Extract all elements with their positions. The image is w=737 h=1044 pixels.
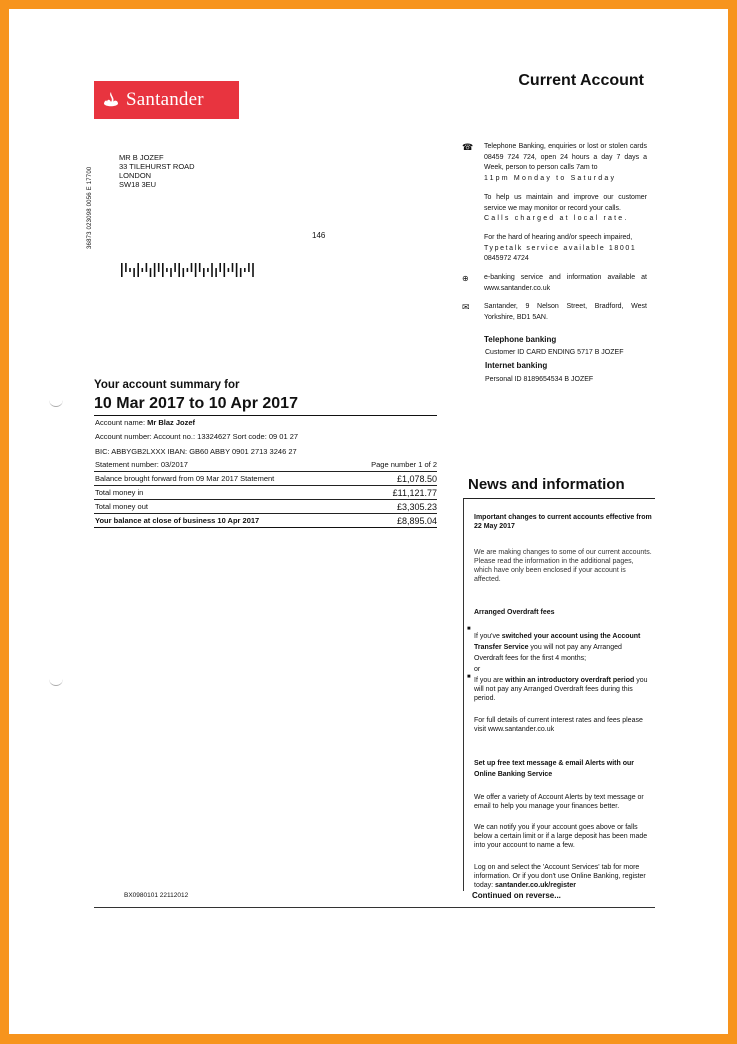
personal-id: Personal ID 8189654534 B JOZEF (485, 376, 594, 383)
document-title: Current Account (518, 72, 644, 89)
flame-icon (101, 91, 121, 109)
closing-balance-row: Your balance at close of business 10 Apr 2017 £8,895.04 (95, 515, 437, 526)
footer-divider (94, 907, 655, 908)
barcode-bar (203, 268, 205, 277)
brand-name: Santander (126, 89, 204, 110)
barcode-bar (191, 263, 193, 272)
news-p6: Log on and select the 'Account Services' tab for more information. Or if you don't use Online Banking, register today: santander.co.uk/register (474, 864, 646, 889)
bic-iban-row: BIC: ABBYGB2LXXX IBAN: GB60 ABBY 0901 2713 3246 27 (95, 446, 297, 456)
barcode-bar (133, 268, 135, 277)
santander-logo (94, 81, 239, 119)
barcode-bar (215, 268, 217, 277)
account-name-row: Account name: Mr Blaz Jozef (95, 418, 196, 427)
envelope-icon: ✉ (462, 302, 470, 312)
news-p3: For full details of current interest rates and fees please visit www.santander.co.uk (474, 717, 643, 733)
recipient-address (119, 153, 195, 189)
barcode-bar (228, 268, 230, 272)
hearing-info: For the hard of hearing and/or speech impaired, Typetalk service available 18001 0845972 4724 (484, 234, 637, 262)
footer-reference: BX0980101 22112012 (124, 892, 189, 899)
barcode-bar (154, 263, 156, 277)
sequence-number: 146 (312, 231, 326, 240)
monitor-info: To help us maintain and improve our customer service we may monitor or record your calls. Calls charged at local rate. (484, 194, 647, 222)
barcode-bar (166, 268, 168, 272)
tel-banking-label: Telephone banking (484, 335, 557, 344)
barcode-bar (170, 268, 172, 277)
page-number: Page number 1 of 2 (371, 460, 437, 469)
news-panel (463, 498, 655, 891)
barcode-bar (195, 263, 197, 277)
address-line: 33 TILEHURST ROAD (119, 162, 195, 171)
barcode-bar (244, 268, 246, 272)
barcode-bar (252, 263, 254, 277)
punch-hole-mark (49, 398, 63, 407)
barcode-bar (248, 263, 250, 272)
barcode-bar (129, 268, 131, 272)
barcode-bar (150, 268, 152, 277)
account-number-row: Account number: Account no.: 13324627 Sort code: 09 01 27 (95, 432, 299, 441)
table-row: Balance brought forward from 09 Mar 2017 Statement £1,078.50 (95, 473, 437, 484)
barcode-bar (187, 268, 189, 272)
continued-note: Continued on reverse... (472, 891, 561, 900)
ebanking-info: e-banking service and information available at www.santander.co.uk (484, 274, 647, 292)
table-row: Total money in £11,121.77 (95, 487, 437, 498)
postal-barcode (120, 263, 256, 277)
news-p1-body: We are making changes to some of our current accounts. Please read the information in the additional pages, which have only been enclosed if your account is affected. (474, 549, 652, 583)
barcode-bar (219, 263, 221, 272)
barcode-bar (224, 263, 226, 277)
bullet-icon: ■ (467, 674, 471, 680)
punch-hole-mark (49, 677, 63, 686)
bullet-icon: ■ (467, 626, 471, 632)
vertical-reference: 36873 023098 0056 E 17700 (87, 166, 93, 249)
address-line: LONDON (119, 171, 152, 180)
barcode-bar (137, 263, 139, 277)
address-line: MR B JOZEF (119, 153, 164, 162)
bank-address: Santander, 9 Nelson Street, Bradford, West Yorkshire, BD1 5AN. (484, 303, 647, 321)
account-summary (94, 415, 437, 528)
barcode-bar (236, 263, 238, 277)
news-p4-title: Set up free text message & email Alerts with our Online Banking Service (474, 760, 635, 778)
barcode-bar (207, 268, 209, 272)
barcode-bar (125, 263, 127, 272)
customer-id: Customer ID CARD ENDING 5717 B JOZEF (485, 349, 624, 356)
news-bullet-2: If you are within an introductory overdraft period you will not pay any Arranged Overdraft fees during this period. (474, 677, 648, 702)
account-name: Mr Blaz Jozef (147, 418, 196, 427)
barcode-bar (158, 263, 160, 272)
news-p5: We can notify you if your account goes above or falls below a certain limit or if a large deposit has been made into your account to name a few. (474, 824, 648, 849)
internet-banking-label: Internet banking (485, 361, 548, 370)
address-line: SW18 3EU (119, 180, 157, 189)
news-bullet-1: If you've switched your account using the Account Transfer Service you will not pay any Arranged Overdraft fees for the first 4 months; (474, 633, 641, 662)
barcode-bar (178, 263, 180, 277)
barcode-bar (142, 268, 144, 272)
barcode-bar (162, 263, 164, 277)
barcode-bar (232, 263, 234, 272)
news-p2-title: Arranged Overdraft fees (474, 609, 555, 616)
news-or: or (474, 666, 481, 673)
barcode-bar (174, 263, 176, 272)
barcode-bar (211, 263, 213, 277)
statement-page (9, 9, 728, 1034)
summary-heading: Your account summary for (94, 379, 240, 391)
statement-number-row: Statement number: 03/2017 Page number 1 of 2 (95, 460, 437, 469)
news-heading: News and information (468, 476, 625, 493)
barcode-bar (240, 268, 242, 277)
news-p1-title: Important changes to current accounts effective from 22 May 2017 (474, 514, 652, 530)
telephone-icon: ☎ (462, 142, 474, 152)
table-row: Total money out £3,305.23 (95, 501, 437, 512)
news-p4-body: We offer a variety of Account Alerts by text message or email to help you manage your finances better. (474, 794, 644, 810)
summary-period: 10 Mar 2017 to 10 Apr 2017 (94, 395, 298, 412)
globe-icon: ⊕ (462, 274, 469, 283)
telephone-info: Telephone Banking, enquiries or lost or stolen cards 08459 724 724, open 24 hours a day 7 days a Week, person to person calls 7am to 11pm Monday to Saturday (484, 143, 647, 182)
barcode-bar (199, 263, 201, 272)
barcode-bar (121, 263, 123, 277)
barcode-bar (146, 263, 148, 272)
barcode-bar (183, 268, 185, 277)
